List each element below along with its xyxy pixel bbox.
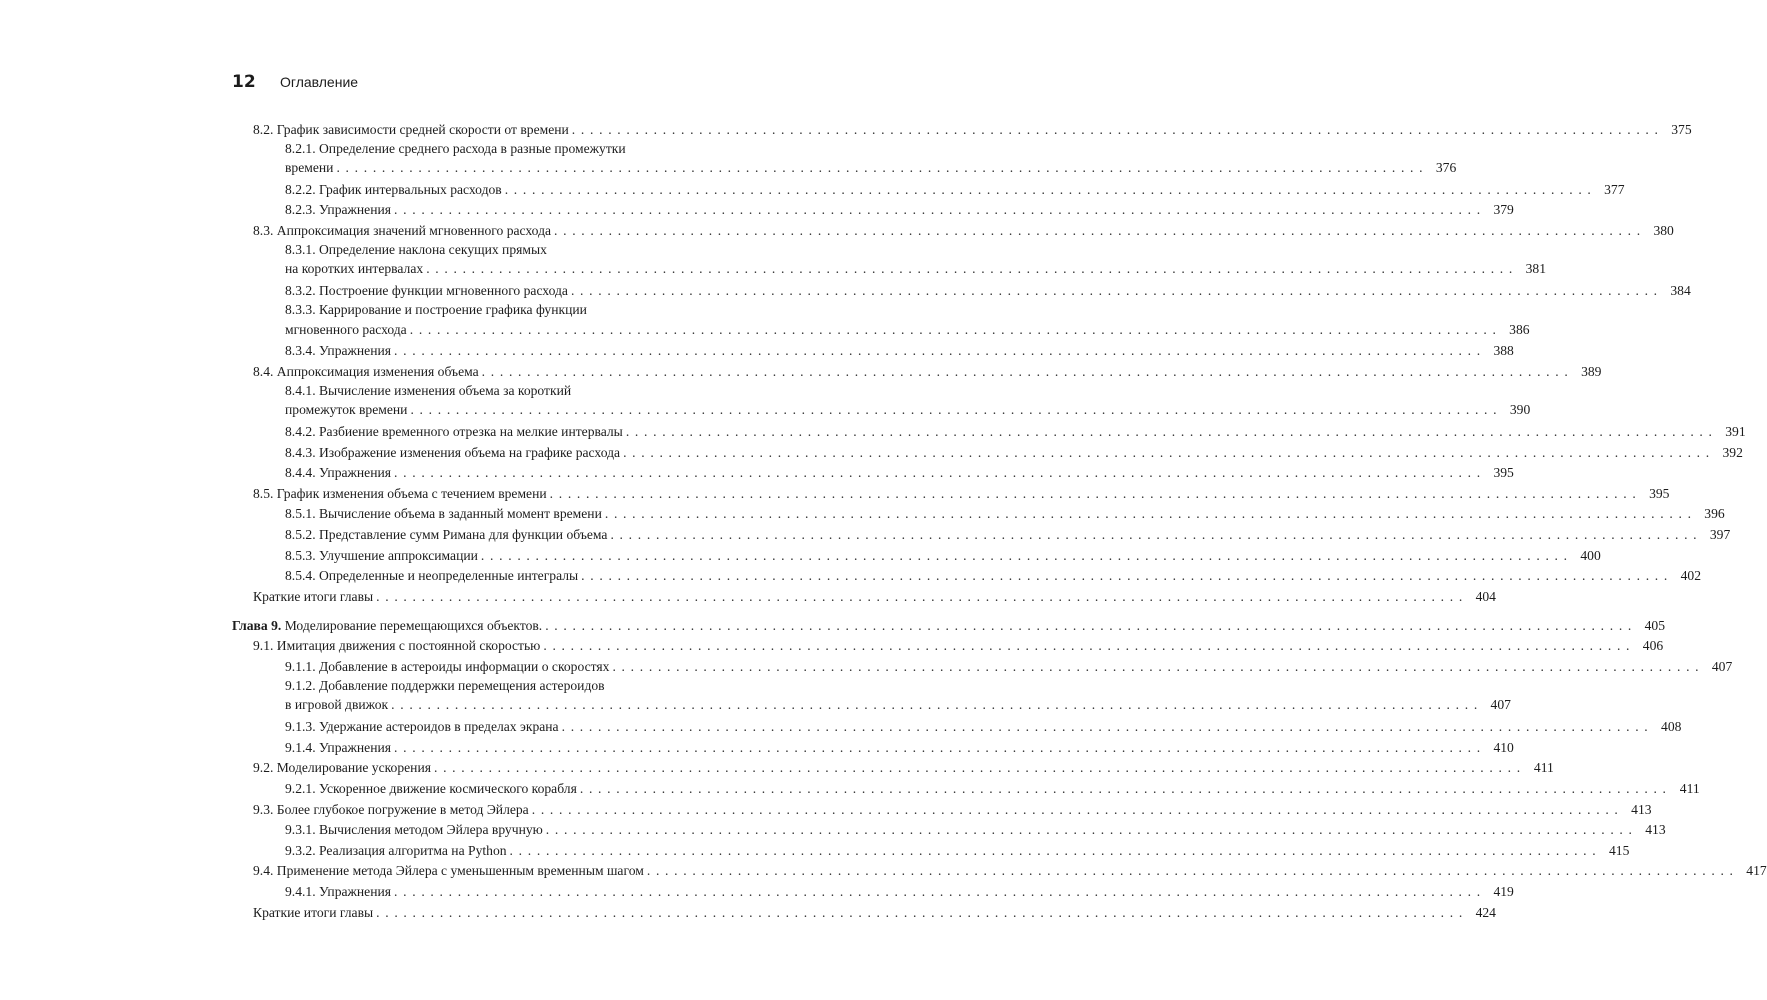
page-header	[232, 72, 358, 92]
dot-leader: ........................................................................................................................	[610, 527, 1703, 543]
toc-entry	[232, 636, 1664, 657]
toc-entry-page: 419	[1493, 883, 1514, 899]
toc-entry-page: 411	[1679, 780, 1700, 796]
toc-entry-page: 424	[1475, 904, 1496, 920]
toc-entry-title: мгновенного расхода	[285, 321, 407, 337]
toc-entry	[232, 737, 1514, 758]
toc-entry	[232, 717, 1682, 738]
dot-leader: ........................................................................................................................	[612, 658, 1705, 674]
toc-entry-page: 377	[1604, 181, 1625, 197]
toc-entry-title: 9.4. Применение метода Эйлера с уменьшенным временным шагом	[253, 863, 644, 879]
dot-leader: ........................................................................................................................	[394, 883, 1486, 899]
toc-entry	[232, 656, 1733, 677]
toc-entry-page: 404	[1475, 588, 1496, 604]
toc-entry-title: 9.2. Моделирование ускорения	[253, 760, 431, 776]
toc-entry	[232, 881, 1514, 902]
dot-leader: ........................................................................................................................	[531, 801, 1624, 817]
toc-entry-title: 9.4.1. Упражнения	[285, 883, 392, 899]
toc-entry	[232, 840, 1630, 861]
toc-entry	[232, 241, 1546, 279]
dot-leader: ........................................................................................................................	[433, 760, 1526, 776]
dot-leader: ........................................................................................................................	[376, 588, 1468, 604]
toc-entry	[232, 524, 1731, 545]
toc-entry-page: 415	[1608, 842, 1630, 858]
toc-entry-title: 8.5. График изменения объема с течением времени	[253, 485, 547, 501]
toc-entry-page: 381	[1525, 261, 1546, 277]
toc-entry	[232, 382, 1531, 420]
dot-leader: ........................................................................................................................	[394, 202, 1486, 218]
chapter-label: Глава 9.	[232, 617, 282, 633]
toc-entry-title-line1: 8.2.1. Определение среднего расхода в разные промежутки	[285, 140, 626, 156]
toc-entry-title: времени	[285, 159, 334, 175]
toc-entry-title-line1: 8.4.1. Вычисление изменения объема за короткий	[285, 382, 572, 398]
dot-leader: ........................................................................................................................	[625, 424, 1718, 440]
dot-leader: ........................................................................................................................	[646, 863, 1739, 879]
dot-leader: ........................................................................................................................	[426, 261, 1518, 277]
dot-leader: ........................................................................................................................	[545, 822, 1638, 838]
dot-leader: ........................................................................................................................	[480, 547, 1573, 563]
toc-entry-title: Краткие итоги главы	[253, 588, 374, 604]
toc-entry-title: 8.3.2. Построение функции мгновенного расхода	[285, 283, 568, 299]
toc-entry-page: 379	[1493, 202, 1514, 218]
dot-leader: ........................................................................................................................	[394, 739, 1486, 755]
toc-entry-page: 376	[1435, 159, 1457, 175]
toc-entry	[232, 483, 1670, 504]
toc-entry	[232, 179, 1625, 200]
toc-entry-title: 9.1.1. Добавление в астероиды информации о скоростях	[285, 658, 610, 674]
dot-leader: ........................................................................................................................	[509, 842, 1602, 858]
toc-entry	[232, 902, 1496, 923]
toc-entry	[232, 119, 1692, 140]
toc-entry-page: 410	[1493, 739, 1514, 755]
toc-entry-page: 406	[1642, 638, 1664, 654]
dot-leader: ........................................................................................................................	[336, 159, 1429, 175]
toc-entry-page: 402	[1680, 568, 1701, 584]
toc-entry-title-line1: 8.3.3. Каррирование и построение графика функции	[285, 302, 587, 318]
toc-entry	[232, 566, 1701, 587]
toc-entry-title: Моделирование перемещающихся объектов.	[284, 617, 543, 633]
toc-entry-title: 8.5.3. Улучшение аппроксимации	[285, 547, 478, 563]
toc-entry	[232, 545, 1601, 566]
dot-leader: ........................................................................................................................	[554, 222, 1646, 238]
toc-entry-title: промежуток времени	[285, 402, 408, 418]
toc-entry-page: 411	[1533, 760, 1554, 776]
table-of-contents	[232, 119, 1767, 923]
dot-leader: ........................................................................................................................	[561, 719, 1654, 735]
toc-entry-title: 9.3.1. Вычисления методом Эйлера вручную	[285, 822, 543, 838]
toc-entry	[232, 463, 1514, 484]
toc-entry-page: 388	[1493, 343, 1514, 359]
toc-entry-title: 9.1. Имитация движения с постоянной скоростью	[253, 638, 541, 654]
toc-entry-page: 386	[1509, 321, 1530, 337]
toc-entry-title: 8.3.4. Упражнения	[285, 343, 392, 359]
toc-entry-title: 9.1.3. Удержание астероидов в пределах экрана	[285, 719, 559, 735]
toc-entry-title: 8.4. Аппроксимация изменения объема	[253, 363, 479, 379]
toc-entry-title: 9.3. Более глубокое погружение в метод Эйлера	[253, 801, 529, 817]
toc-entry-title: 8.2. График зависимости средней скорости от времени	[253, 121, 569, 137]
toc-entry	[232, 421, 1746, 442]
dot-leader: ........................................................................................................................	[391, 697, 1483, 713]
toc-entry	[232, 361, 1602, 382]
dot-leader: ........................................................................................................................	[545, 617, 1638, 633]
toc-entry	[232, 281, 1691, 302]
toc-entry-page: 413	[1631, 801, 1652, 817]
dot-leader: ........................................................................................................................	[504, 181, 1597, 197]
toc-entry	[232, 504, 1725, 525]
toc-chapter-entry	[232, 615, 1666, 636]
toc-entry	[232, 586, 1496, 607]
toc-entry	[232, 301, 1530, 339]
toc-entry	[232, 861, 1767, 882]
dot-leader: ........................................................................................................................	[570, 283, 1663, 299]
page-number: 12	[232, 72, 256, 92]
toc-entry-page: 400	[1580, 547, 1601, 563]
toc-entry-title: 8.4.3. Изображение изменения объема на графике расхода	[285, 444, 621, 460]
toc-entry	[232, 820, 1666, 841]
toc-entry-title: 9.2.1. Ускоренное движение космического корабля	[285, 780, 577, 796]
dot-leader: ........................................................................................................................	[581, 568, 1673, 584]
section-title: Оглавление	[280, 74, 359, 90]
dot-leader: ........................................................................................................................	[604, 506, 1697, 522]
toc-entry	[232, 220, 1674, 241]
toc-entry-title: 8.2.2. График интервальных расходов	[285, 181, 502, 197]
toc-entry-title: в игровой движок	[285, 697, 389, 713]
toc-entry-page: 395	[1493, 465, 1514, 481]
toc-entry-page: 395	[1649, 485, 1670, 501]
toc-entry-page: 390	[1509, 402, 1531, 418]
toc-entry-page: 392	[1722, 444, 1743, 460]
toc-entry	[232, 200, 1514, 221]
toc-entry-page: 384	[1670, 283, 1691, 299]
toc-entry-page: 375	[1671, 121, 1692, 137]
toc-entry-page: 407	[1711, 658, 1733, 674]
dot-leader: ........................................................................................................................	[394, 343, 1486, 359]
toc-entry-title: 8.4.2. Разбиение временного отрезка на мелкие интервалы	[285, 424, 623, 440]
dot-leader: ........................................................................................................................	[394, 465, 1486, 481]
toc-entry-title: 9.3.2. Реализация алгоритма на Python	[285, 842, 507, 858]
toc-entry-title: Краткие итоги главы	[253, 904, 374, 920]
toc-entry-page: 391	[1725, 424, 1746, 440]
dot-leader: ........................................................................................................................	[481, 363, 1574, 379]
toc-entry	[232, 799, 1652, 820]
toc-entry-page: 405	[1644, 617, 1666, 633]
toc-entry-title: 8.5.4. Определенные и неопределенные интегралы	[285, 568, 579, 584]
dot-leader: ........................................................................................................................	[543, 638, 1636, 654]
dot-leader: ........................................................................................................................	[579, 780, 1672, 796]
toc-entry	[232, 341, 1514, 362]
toc-entry-title: 8.5.1. Вычисление объема в заданный момент времени	[285, 506, 602, 522]
toc-entry-title: на коротких интервалах	[285, 261, 424, 277]
toc-entry-page: 389	[1581, 363, 1602, 379]
dot-leader: ........................................................................................................................	[410, 402, 1503, 418]
toc-entry-page: 396	[1704, 506, 1725, 522]
toc-entry-page: 407	[1490, 697, 1511, 713]
dot-leader: ........................................................................................................................	[571, 121, 1664, 137]
dot-leader: ........................................................................................................................	[623, 444, 1715, 460]
toc-entry	[232, 758, 1554, 779]
dot-leader: ........................................................................................................................	[549, 485, 1642, 501]
toc-entry	[232, 442, 1743, 463]
toc-entry-page: 413	[1645, 822, 1666, 838]
toc-entry	[232, 140, 1457, 178]
toc-entry-page: 408	[1661, 719, 1682, 735]
toc-entry-page: 397	[1709, 527, 1731, 543]
toc-entry-title: 8.5.2. Представление сумм Римана для функции объема	[285, 527, 608, 543]
dot-leader: ........................................................................................................................	[409, 321, 1502, 337]
toc-entry-title-line1: 8.3.1. Определение наклона секущих прямых	[285, 241, 547, 257]
toc-entry-page: 380	[1653, 222, 1674, 238]
toc-entry-title: 8.2.3. Упражнения	[285, 202, 392, 218]
toc-entry-title: 9.1.4. Упражнения	[285, 739, 392, 755]
toc-entry-page: 417	[1746, 863, 1767, 879]
toc-entry	[232, 778, 1700, 799]
toc-entry-title: 8.3. Аппроксимация значений мгновенного расхода	[253, 222, 552, 238]
toc-entry	[232, 677, 1511, 715]
dot-leader: ........................................................................................................................	[376, 904, 1468, 920]
toc-entry-title: 8.4.4. Упражнения	[285, 465, 392, 481]
toc-entry-title-line1: 9.1.2. Добавление поддержки перемещения астероидов	[285, 677, 605, 693]
